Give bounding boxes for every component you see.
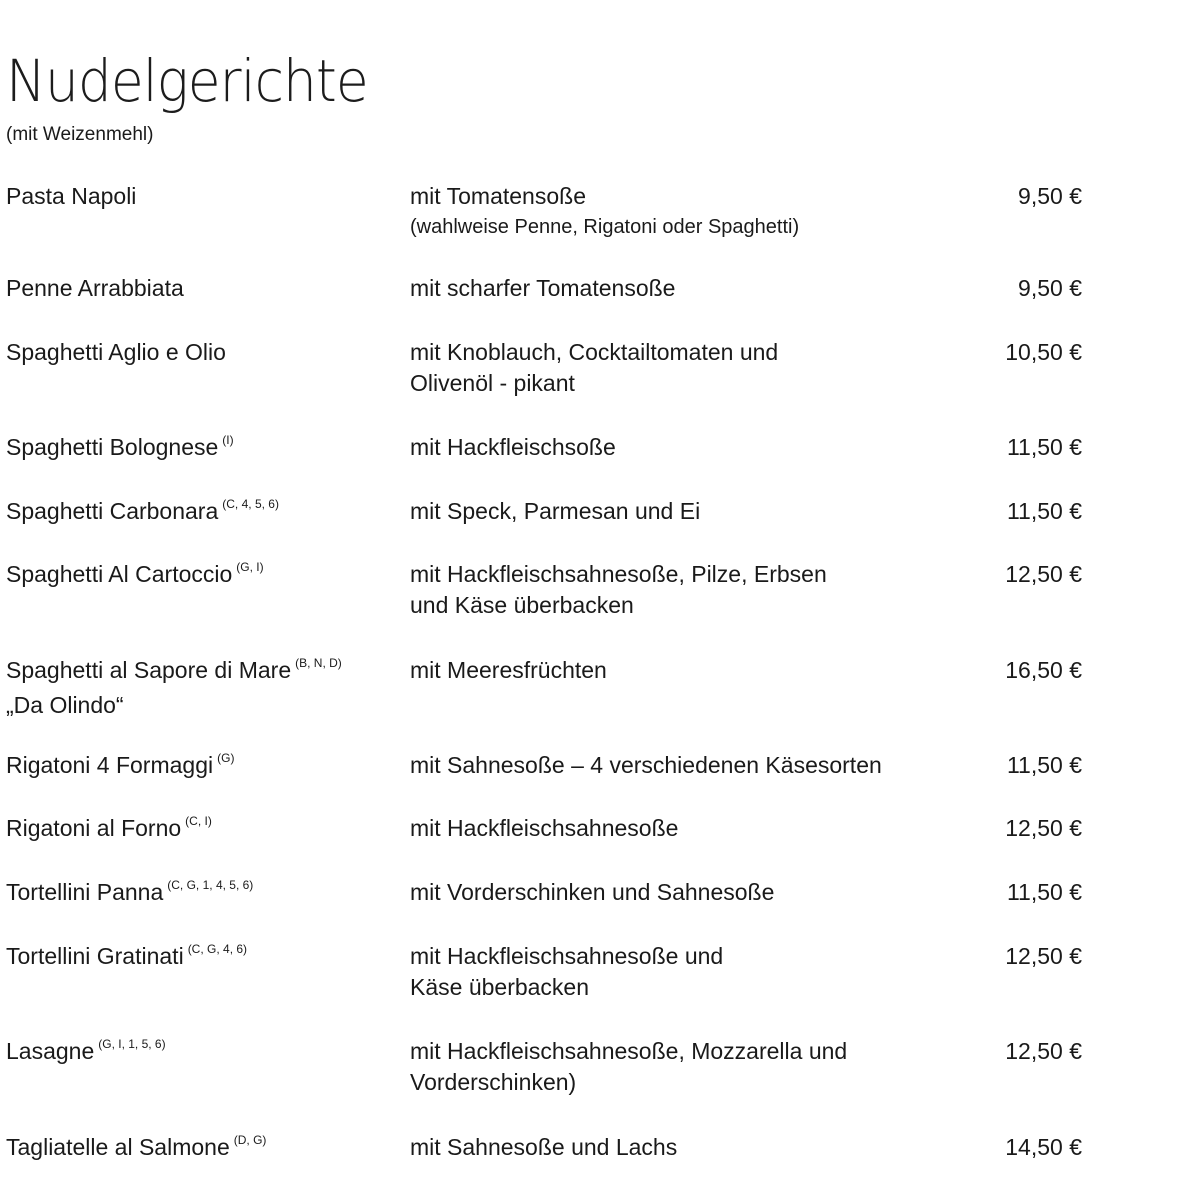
dish-description (410, 1132, 970, 1163)
description-line: mit Hackfleischsahnesoße, Pilze, Erbsen (410, 561, 827, 587)
dish-price: 10,50 € (1005, 339, 1082, 365)
dish-description (410, 559, 970, 621)
dish-name-text: Pasta Napoli (6, 183, 137, 209)
page-subtitle: (mit Weizenmehl) (6, 124, 154, 145)
dish-name (6, 750, 401, 785)
dish-price: 16,50 € (1005, 657, 1082, 683)
description-line: und Käse überbacken (410, 592, 634, 618)
dish-name-text: Spaghetti Aglio e Olio (6, 339, 226, 365)
dish-name-text: Spaghetti al Sapore di Mare (6, 657, 292, 683)
description-line: mit scharfer Tomatensoße (410, 275, 676, 301)
dish-name-text: Spaghetti Bolognese (6, 434, 219, 460)
allergen-codes: (G) (217, 751, 235, 765)
dish-name-text: Rigatoni 4 Formaggi (6, 752, 214, 778)
allergen-codes: (C, I) (185, 814, 212, 828)
dish-description (410, 181, 970, 243)
dish-description (410, 496, 970, 527)
dish-name-text: Spaghetti Carbonara (6, 498, 219, 524)
allergen-codes: (C, 4, 5, 6) (222, 497, 279, 511)
dish-name-text: Rigatoni al Forno (6, 815, 182, 841)
description-line: mit Speck, Parmesan und Ei (410, 498, 701, 524)
dish-price: 11,50 € (1006, 498, 1082, 524)
dish-name-text: Penne Arrabbiata (6, 275, 184, 301)
dish-name (6, 432, 401, 467)
dish-price: 11,50 € (1006, 879, 1082, 905)
allergen-codes: (C, G, 4, 6) (187, 942, 248, 956)
dish-name (6, 813, 401, 848)
dish-name-text: Tortellini Gratinati (6, 943, 184, 969)
dish-name (6, 496, 401, 531)
description-line: Käse überbacken (410, 974, 590, 1000)
dish-description (410, 750, 970, 781)
description-line: mit Hackfleischsahnesoße und (410, 943, 724, 969)
dish-price: 12,50 € (1005, 1038, 1082, 1064)
dish-name (6, 1036, 401, 1071)
dish-name-subline: „Da Olindo“ (6, 692, 124, 718)
allergen-codes: (D, G) (233, 1133, 267, 1147)
description-line: mit Meeresfrüchten (410, 657, 607, 683)
description-line: mit Tomatensoße (410, 183, 586, 209)
dish-price: 14,50 € (1005, 1134, 1082, 1160)
description-line: mit Hackfleischsahnesoße (410, 815, 679, 841)
dish-price: 12,50 € (1005, 815, 1082, 841)
dish-name-text: Tortellini Panna (6, 879, 164, 905)
dish-name-text: Spaghetti Al Cartoccio (6, 561, 233, 587)
dish-description (410, 813, 970, 844)
description-line: Vorderschinken) (410, 1069, 577, 1095)
description-line: mit Knoblauch, Cocktailtomaten und (410, 339, 779, 365)
allergen-codes: (G, I, 1, 5, 6) (98, 1037, 166, 1051)
dish-name (6, 181, 401, 212)
dish-name (6, 559, 401, 594)
dish-price: 11,50 € (1006, 434, 1082, 460)
dish-price: 9,50 € (1018, 275, 1082, 301)
allergen-codes: (I) (222, 433, 234, 447)
allergen-codes: (B, N, D) (295, 656, 342, 670)
description-line: mit Hackfleischsahnesoße, Mozzarella und (410, 1038, 848, 1064)
dish-description (410, 877, 970, 908)
dish-description (410, 337, 970, 399)
dish-name (6, 655, 401, 721)
dish-price: 12,50 € (1005, 561, 1082, 587)
description-line: mit Sahnesoße und Lachs (410, 1134, 678, 1160)
allergen-codes: (G, I) (236, 560, 264, 574)
dish-name (6, 337, 401, 368)
description-line: mit Vorderschinken und Sahnesoße (410, 879, 775, 905)
dish-description (410, 655, 970, 686)
dish-name-text: Tagliatelle al Salmone (6, 1134, 230, 1160)
dish-price: 12,50 € (1005, 943, 1082, 969)
dish-description (410, 432, 970, 463)
dish-price: 9,50 € (1018, 183, 1082, 209)
dish-name-text: Lasagne (6, 1038, 95, 1064)
dish-name (6, 941, 401, 976)
description-line: mit Sahnesoße – 4 verschiedenen Käsesorten (410, 752, 882, 778)
description-line: (wahlweise Penne, Rigatoni oder Spaghetti) (410, 216, 800, 238)
allergen-codes: (C, G, 1, 4, 5, 6) (167, 878, 254, 892)
dish-price: 11,50 € (1006, 752, 1082, 778)
page-title: Nudelgerichte (6, 47, 368, 115)
description-line: mit Hackfleischsoße (410, 434, 616, 460)
description-line: Olivenöl - pikant (410, 370, 575, 396)
dish-description (410, 1036, 970, 1098)
dish-name (6, 1132, 401, 1167)
dish-name (6, 877, 401, 912)
dish-description (410, 941, 970, 1003)
dish-name (6, 273, 401, 304)
dish-description (410, 273, 970, 304)
